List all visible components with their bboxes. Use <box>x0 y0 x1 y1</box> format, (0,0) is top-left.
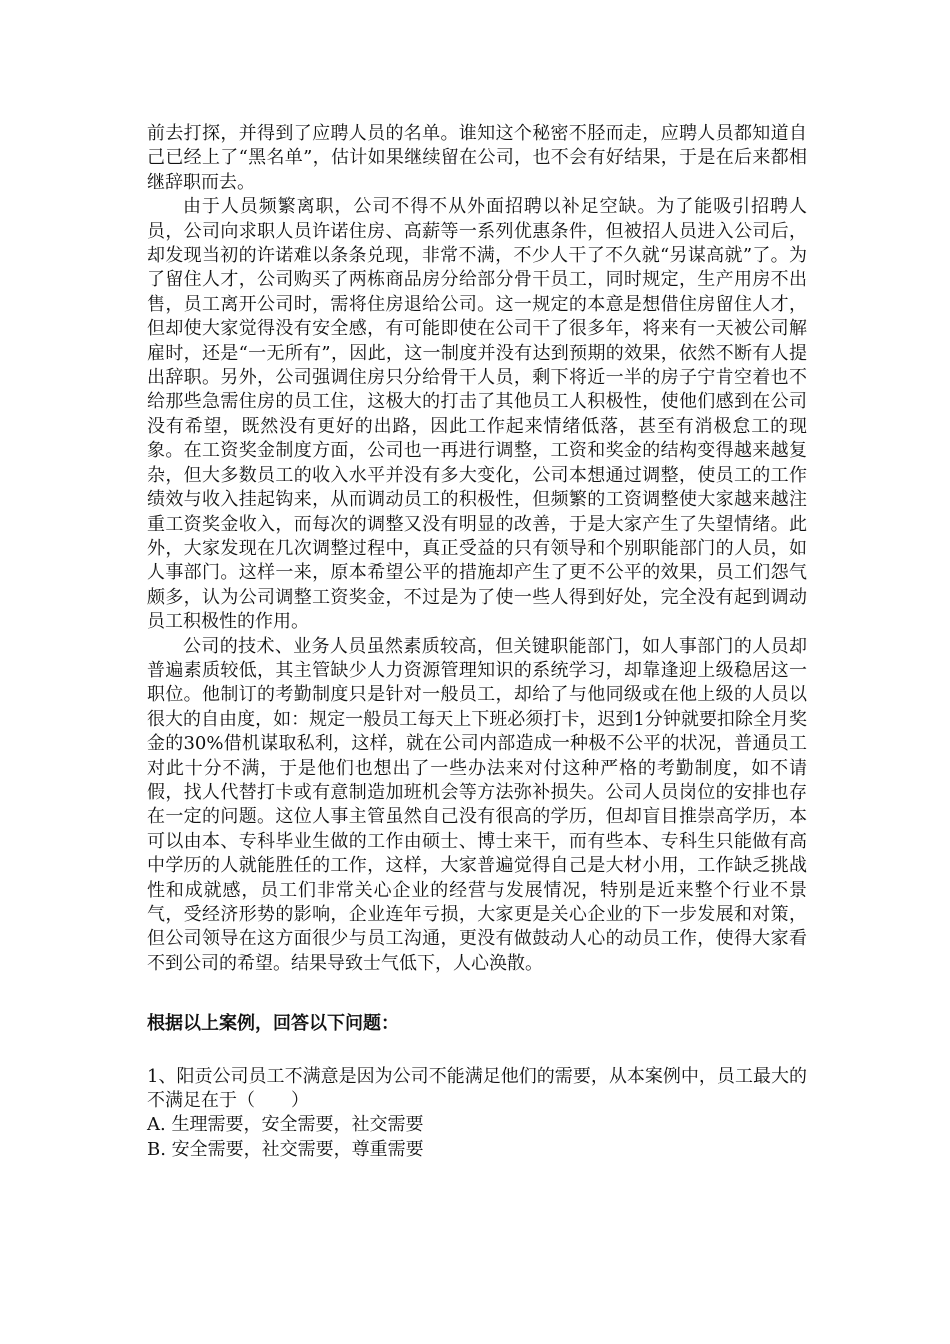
question-1-option-b: B. 安全需要，社交需要，尊重需要 <box>147 1138 424 1160</box>
document-body <box>147 122 807 1162</box>
question-1-stem: 1、阳贡公司员工不满意是因为公司不能满足他们的需要，从本案例中，员工最大的不满足在于（ ） <box>147 1065 807 1112</box>
spacer <box>147 1037 807 1065</box>
questions-heading: 根据以上案例，回答以下问题： <box>147 1013 399 1035</box>
spacer <box>147 976 807 1012</box>
paragraph-1: 前去打探，并得到了应聘人员的名单。谁知这个秘密不胫而走，应聘人员都知道自己已经上了“黑名单”，估计如果继续留在公司，也不会有好结果，于是在后来都相继辞职而去。 <box>147 123 807 193</box>
paragraph-3: 公司的技术、业务人员虽然素质较高，但关键职能部门，如人事部门的人员却普遍素质较低，其主管缺少人力资源管理知识的系统学习，却靠逢迎上级稳居这一职位。他制订的考勤制度只是针对一般员工，却给了与他同级或在他上级的人员以很大的自由度，如：规定一般员工每天上下班必须打卡，迟到1分钟就要扣除全月奖金的30%借机谋取私利，这样，就在公司内部造成一种极不公平的状况，普通员工对此十分不满，于是他们也想出了一些办法来对付这种严格的考勤制度，如不请假，找人代替打卡或有意制造加班机会等方法弥补损失。公司人员岗位的安排也存在一定的问题。这位人事主管虽然自己没有很高的学历，但却盲目推崇高学历，本可以由本、专科毕业生做的工作由硕士、博士来干，而有些本、专科生只能做有高中学历的人就能胜任的工作，这样，大家普遍觉得自己是大材小用，工作缺乏挑战性和成就感，员工们非常关心企业的经营与发展情况，特别是近来整个行业不景气，受经济形势的影响，企业连年亏损，大家更是关心企业的下一步发展和对策，但公司领导在这方面很少与员工沟通，更没有做鼓动人心的动员工作，使得大家看不到公司的希望。结果导致士气低下，人心涣散。 <box>147 635 807 974</box>
question-1-option-a: A. 生理需要，安全需要，社交需要 <box>147 1114 424 1136</box>
paragraph-2: 由于人员频繁离职，公司不得不从外面招聘以补足空缺。为了能吸引招聘人员，公司向求职人员许诺住房、高薪等一系列优惠条件，但被招人员进入公司后，却发现当初的许诺难以条条兑现，非常不满，不少人干了不久就“另谋高就”了。为了留住人才，公司购买了两栋商品房分给部分骨干员工，同时规定，生产用房不出售，员工离开公司时，需将住房退给公司。这一规定的本意是想借住房留住人才，但却使大家觉得没有安全感，有可能即使在公司干了很多年，将来有一天被公司解雇时，还是“一无所有”，因此，这一制度并没有达到预期的效果，依然不断有人提出辞职。另外，公司强调住房只分给骨干人员，剩下将近一半的房子宁肯空着也不给那些急需住房的员工住，这极大的打击了其他员工人积极性，使他们感到在公司没有希望，既然没有更好的出路，因此工作起来情绪低落，甚至有消极怠工的现象。在工资奖金制度方面，公司也一再进行调整，工资和奖金的结构变得越来越复杂，但大多数员工的收入水平并没有多大变化，公司本想通过调整，使员工的工作绩效与收入挂起钩来，从而调动员工的积极性，但频繁的工资调整使大家越来越注重工资奖金收入，而每次的调整又没有明显的改善，于是大家产生了失望情绪。此外，大家发现在几次调整过程中，真正受益的只有领导和个别职能部门的人员，如人事部门。这样一来，原本希望公平的措施却产生了更不公平的效果，员工们怨气颇多，认为公司调整工资奖金，不过是为了使一些人得到好处，完全没有起到调动员工积极性的作用。 <box>147 196 807 633</box>
